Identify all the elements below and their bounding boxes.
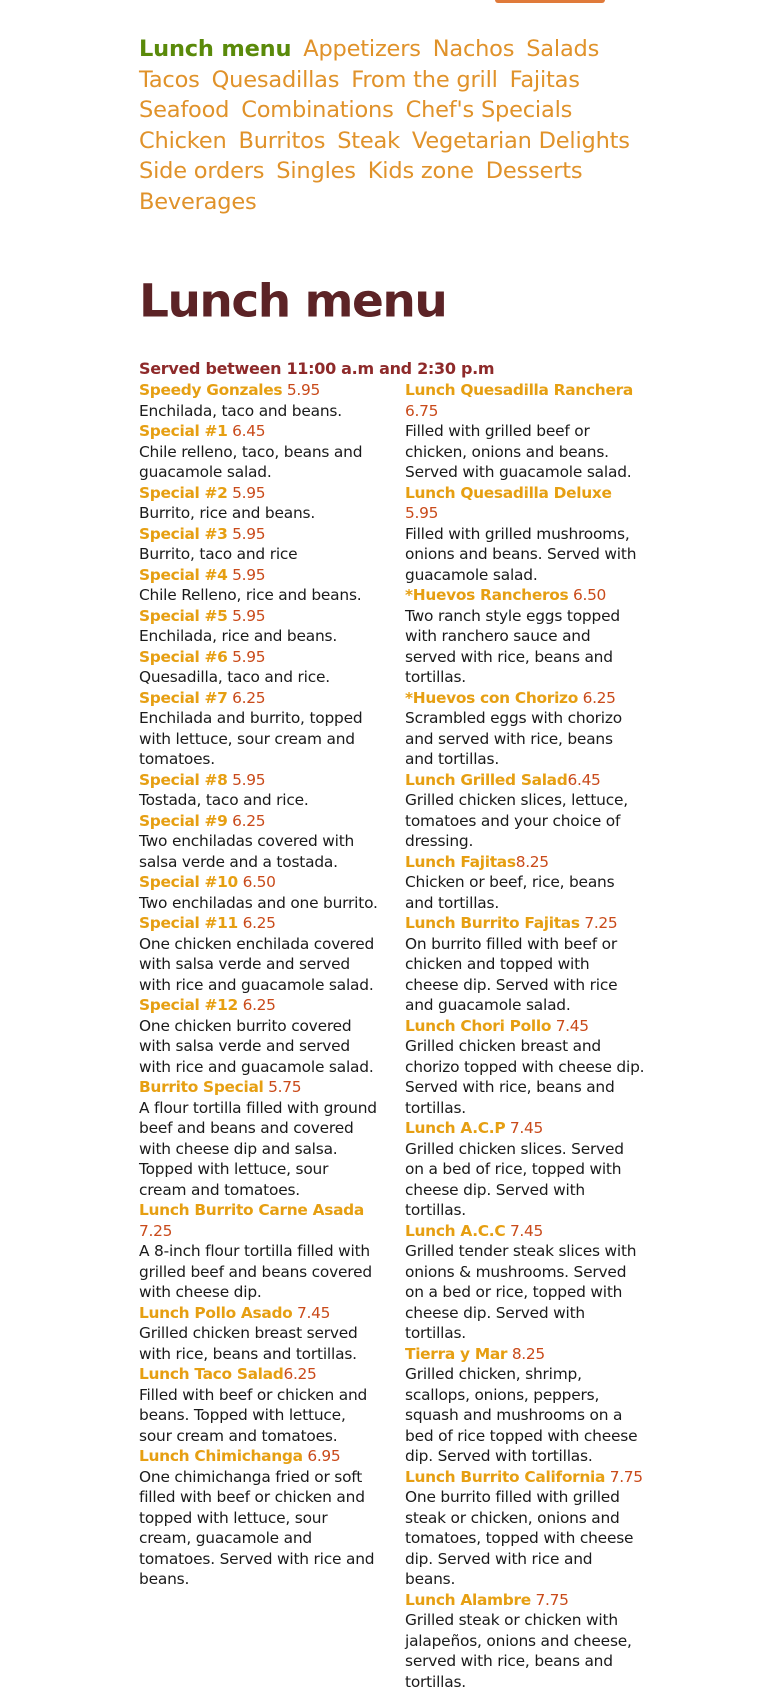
nav-seafood[interactable]: Seafood <box>139 97 229 123</box>
menu-item <box>139 770 379 811</box>
menu-item <box>139 872 379 913</box>
nav-quesadillas[interactable]: Quesadillas <box>212 67 340 93</box>
menu-item <box>139 688 379 770</box>
menu-item-price: 8.25 <box>516 853 549 871</box>
menu-item-description: On burrito filled with beef or chicken and topped with cheese dip. Served with rice and guacamole salad. <box>405 934 645 1016</box>
menu-item-description: Enchilada, rice and beans. <box>139 626 379 647</box>
menu-item-description: Grilled chicken breast and chorizo topped with cheese dip. Served with rice, beans and tortillas. <box>405 1036 645 1118</box>
menu-item-header <box>139 565 379 586</box>
menu-item-price: 5.95 <box>232 525 265 543</box>
menu-item-description: Chile relleno, taco, beans and guacamole salad. <box>139 442 379 483</box>
nav-chicken[interactable]: Chicken <box>139 128 227 154</box>
menu-item-price: 7.45 <box>297 1304 330 1322</box>
menu-item-price: 6.95 <box>307 1447 340 1465</box>
menu-item-name: Special #9 <box>139 812 228 830</box>
menu-item-name: Lunch Pollo Asado <box>139 1304 292 1322</box>
menu-item <box>139 1303 379 1365</box>
menu-item-header <box>405 688 645 709</box>
menu-item <box>405 688 645 770</box>
menu-item-description: One burrito filled with grilled steak or chicken, onions and tomatoes, topped with cheese dip. Served with rice and beans. <box>405 1487 645 1590</box>
menu-item <box>139 421 379 483</box>
menu-item-price: 6.25 <box>243 996 276 1014</box>
menu-item-name: Speedy Gonzales <box>139 381 282 399</box>
menu-item-price: 7.75 <box>610 1468 643 1486</box>
menu-item-price: 7.45 <box>510 1222 543 1240</box>
header-decoration <box>495 0 605 3</box>
menu-item <box>405 1221 645 1344</box>
menu-item <box>139 524 379 565</box>
menu-item-description: Grilled chicken, shrimp, scallops, onions, peppers, squash and mushrooms on a bed of rice topped with cheese dip. Served with tortillas. <box>405 1364 645 1467</box>
menu-item-name: Lunch Fajitas <box>405 853 516 871</box>
menu-item-description: One chimichanga fried or soft filled with beef or chicken and topped with lettuce, sour cream, guacamole and tomatoes. Served with rice and beans. <box>139 1467 379 1590</box>
menu-item-price: 7.45 <box>556 1017 589 1035</box>
menu-item-description: Filled with grilled beef or chicken, onions and beans. Served with guacamole salad. <box>405 421 645 483</box>
nav-vegetarian-delights[interactable]: Vegetarian Delights <box>412 128 630 154</box>
menu-item-description: Grilled chicken breast served with rice, beans and tortillas. <box>139 1323 379 1364</box>
menu-item-description: Burrito, rice and beans. <box>139 503 379 524</box>
menu-item <box>139 606 379 647</box>
menu-item-price: 5.75 <box>268 1078 301 1096</box>
menu-item-price: 5.95 <box>232 648 265 666</box>
nav-steak[interactable]: Steak <box>337 128 400 154</box>
menu-item-price: 5.95 <box>405 504 438 522</box>
menu-item-header <box>139 995 379 1016</box>
nav-burritos[interactable]: Burritos <box>238 128 325 154</box>
menu-item-name: Lunch Quesadilla Deluxe <box>405 484 612 502</box>
menu-item-name: Special #6 <box>139 648 228 666</box>
menu-item-description: Scrambled eggs with chorizo and served with rice, beans and tortillas. <box>405 708 645 770</box>
page-content <box>139 34 639 378</box>
menu-item-name: Tierra y Mar <box>405 1345 507 1363</box>
menu-item-header <box>139 606 379 627</box>
menu-item-name: Lunch A.C.C <box>405 1222 505 1240</box>
menu-item-header <box>139 811 379 832</box>
nav-desserts[interactable]: Desserts <box>486 158 583 184</box>
nav-appetizers[interactable]: Appetizers <box>303 36 421 62</box>
nav-nachos[interactable]: Nachos <box>433 36 515 62</box>
menu-item-description: A 8-inch flour tortilla filled with grilled beef and beans covered with cheese dip. <box>139 1241 379 1303</box>
menu-item-price: 7.75 <box>536 1591 569 1609</box>
nav-tacos[interactable]: Tacos <box>139 67 200 93</box>
menu-item-name: Lunch Burrito Carne Asada <box>139 1201 364 1219</box>
menu-item <box>405 770 645 852</box>
menu-item-name: *Huevos con Chorizo <box>405 689 578 707</box>
menu-item-header <box>405 913 645 934</box>
menu-item-name: Lunch A.C.P <box>405 1119 505 1137</box>
menu-item-price: 6.25 <box>232 812 265 830</box>
menu-item <box>139 380 379 421</box>
menu-item <box>405 852 645 914</box>
menu-item-price: 6.25 <box>243 914 276 932</box>
menu-item <box>139 995 379 1077</box>
menu-item <box>139 565 379 606</box>
menu-item-header <box>405 1344 645 1365</box>
menu-item-description: Burrito, taco and rice <box>139 544 379 565</box>
menu-column-right <box>405 380 645 1692</box>
menu-item <box>139 913 379 995</box>
menu-item-header <box>405 852 645 873</box>
nav-combinations[interactable]: Combinations <box>241 97 393 123</box>
menu-item-price: 8.25 <box>512 1345 545 1363</box>
menu-item <box>139 1077 379 1200</box>
menu-item <box>405 380 645 483</box>
menu-item-name: Special #12 <box>139 996 238 1014</box>
menu-item-header <box>405 483 645 524</box>
menu-item-description: Grilled tender steak slices with onions & mushrooms. Served on a bed or rice, topped with cheese dip. Served with tortillas. <box>405 1241 645 1344</box>
menu-item-price: 5.95 <box>232 566 265 584</box>
menu-item-description: Enchilada and burrito, topped with lettuce, sour cream and tomatoes. <box>139 708 379 770</box>
menu-item-price: 6.75 <box>405 402 438 420</box>
nav-kids-zone[interactable]: Kids zone <box>368 158 474 184</box>
menu-item-price: 6.50 <box>243 873 276 891</box>
menu-item-description: One chicken enchilada covered with salsa verde and served with rice and guacamole salad. <box>139 934 379 996</box>
menu-item-header <box>405 1467 645 1488</box>
menu-item-header <box>139 1077 379 1098</box>
menu-item-name: Special #7 <box>139 689 228 707</box>
menu-item-name: *Huevos Rancheros <box>405 586 568 604</box>
menu-item-header <box>139 688 379 709</box>
menu-item <box>139 811 379 873</box>
menu-item-name: Lunch Grilled Salad <box>405 771 567 789</box>
menu-item-description: Chicken or beef, rice, beans and tortillas. <box>405 872 645 913</box>
menu-item-description: Grilled chicken slices. Served on a bed of rice, topped with cheese dip. Served with tortillas. <box>405 1139 645 1221</box>
menu-item-header <box>139 1446 379 1467</box>
menu-column-left <box>139 380 379 1590</box>
menu-item <box>405 1467 645 1590</box>
nav-lunch-menu[interactable]: Lunch menu <box>139 36 291 62</box>
menu-item-description: Enchilada, taco and beans. <box>139 401 379 422</box>
menu-item <box>405 1590 645 1692</box>
nav-side-orders[interactable]: Side orders <box>139 158 264 184</box>
menu-item-price: 7.25 <box>584 914 617 932</box>
menu-item <box>405 1118 645 1221</box>
menu-item-price: 5.95 <box>232 607 265 625</box>
menu-item-header <box>139 524 379 545</box>
menu-item-price: 6.50 <box>573 586 606 604</box>
nav-beverages[interactable]: Beverages <box>139 189 257 215</box>
menu-item-name: Lunch Burrito California <box>405 1468 605 1486</box>
menu-item-header <box>405 1118 645 1139</box>
serving-hours: Served between 11:00 a.m and 2:30 p.m <box>139 359 639 378</box>
nav-fajitas[interactable]: Fajitas <box>510 67 580 93</box>
menu-item <box>139 1446 379 1590</box>
menu-item <box>139 1364 379 1446</box>
menu-item-price: 6.25 <box>232 689 265 707</box>
menu-item <box>139 483 379 524</box>
menu-item-name: Special #5 <box>139 607 228 625</box>
menu-item <box>405 483 645 586</box>
menu-item-price: 5.95 <box>232 771 265 789</box>
menu-item-name: Lunch Taco Salad <box>139 1365 283 1383</box>
menu-item-price: 6.45 <box>232 422 265 440</box>
menu-item-header <box>405 1221 645 1242</box>
menu-item-header <box>139 421 379 442</box>
menu-item-name: Lunch Burrito Fajitas <box>405 914 580 932</box>
nav-chefs-specials[interactable]: Chef's Specials <box>406 97 573 123</box>
nav-salads[interactable]: Salads <box>526 36 599 62</box>
menu-item-header <box>139 483 379 504</box>
menu-item-name: Special #1 <box>139 422 228 440</box>
menu-item <box>405 913 645 1016</box>
menu-item-description: Filled with grilled mushrooms, onions and beans. Served with guacamole salad. <box>405 524 645 586</box>
menu-item-description: Two enchiladas covered with salsa verde and a tostada. <box>139 831 379 872</box>
menu-item-price: 6.25 <box>583 689 616 707</box>
menu-item-name: Lunch Chori Pollo <box>405 1017 551 1035</box>
menu-item-description: Tostada, taco and rice. <box>139 790 379 811</box>
menu-item-name: Lunch Quesadilla Ranchera <box>405 381 633 399</box>
menu-item <box>405 1344 645 1467</box>
menu-item-description: A flour tortilla filled with ground beef and beans and covered with cheese dip and salsa. Topped with lettuce, sour cream and tomatoes. <box>139 1098 379 1201</box>
menu-item-header <box>405 1590 645 1611</box>
menu-item-name: Special #3 <box>139 525 228 543</box>
menu-item-price: 5.95 <box>287 381 320 399</box>
menu-item-description: One chicken burrito covered with salsa verde and served with rice and guacamole salad. <box>139 1016 379 1078</box>
menu-item-description: Grilled chicken slices, lettuce, tomatoes and your choice of dressing. <box>405 790 645 852</box>
menu-item <box>405 585 645 688</box>
menu-item-description: Two enchiladas and one burrito. <box>139 893 379 914</box>
menu-item-description: Chile Relleno, rice and beans. <box>139 585 379 606</box>
menu-item-header <box>405 1016 645 1037</box>
menu-item-header <box>405 770 645 791</box>
menu-item <box>139 647 379 688</box>
nav-from-the-grill[interactable]: From the grill <box>351 67 497 93</box>
menu-item-header <box>405 585 645 606</box>
menu-item-name: Burrito Special <box>139 1078 264 1096</box>
nav-singles[interactable]: Singles <box>276 158 356 184</box>
menu-item-name: Special #11 <box>139 914 238 932</box>
menu-item-header <box>139 1364 379 1385</box>
menu-item-header <box>139 380 379 401</box>
menu-item-description: Grilled steak or chicken with jalapeños, onions and cheese, served with rice, beans and tortillas. <box>405 1610 645 1692</box>
menu-item-name: Special #2 <box>139 484 228 502</box>
menu-item-price: 5.95 <box>232 484 265 502</box>
menu-item <box>405 1016 645 1119</box>
menu-item-description: Filled with beef or chicken and beans. Topped with lettuce, sour cream and tomatoes. <box>139 1385 379 1447</box>
category-nav <box>139 34 639 218</box>
menu-item-price: 6.25 <box>283 1365 316 1383</box>
menu-item-name: Special #4 <box>139 566 228 584</box>
page-title: Lunch menu <box>139 277 639 327</box>
menu-item-name: Special #10 <box>139 873 238 891</box>
menu-item-name: Lunch Chimichanga <box>139 1447 303 1465</box>
menu-item-price: 6.45 <box>567 771 600 789</box>
menu-item-header <box>139 913 379 934</box>
menu-item-header <box>139 770 379 791</box>
menu-item-header <box>139 1200 379 1241</box>
menu-item-header <box>139 1303 379 1324</box>
menu-item-price: 7.45 <box>510 1119 543 1137</box>
menu-item-header <box>139 647 379 668</box>
menu-item-description: Quesadilla, taco and rice. <box>139 667 379 688</box>
menu-item-name: Lunch Alambre <box>405 1591 531 1609</box>
menu-item-header <box>405 380 645 421</box>
menu-item-description: Two ranch style eggs topped with ranchero sauce and served with rice, beans and tortillas. <box>405 606 645 688</box>
menu-item-price: 7.25 <box>139 1222 172 1240</box>
menu-item-header <box>139 872 379 893</box>
menu-item <box>139 1200 379 1303</box>
menu-item-name: Special #8 <box>139 771 228 789</box>
